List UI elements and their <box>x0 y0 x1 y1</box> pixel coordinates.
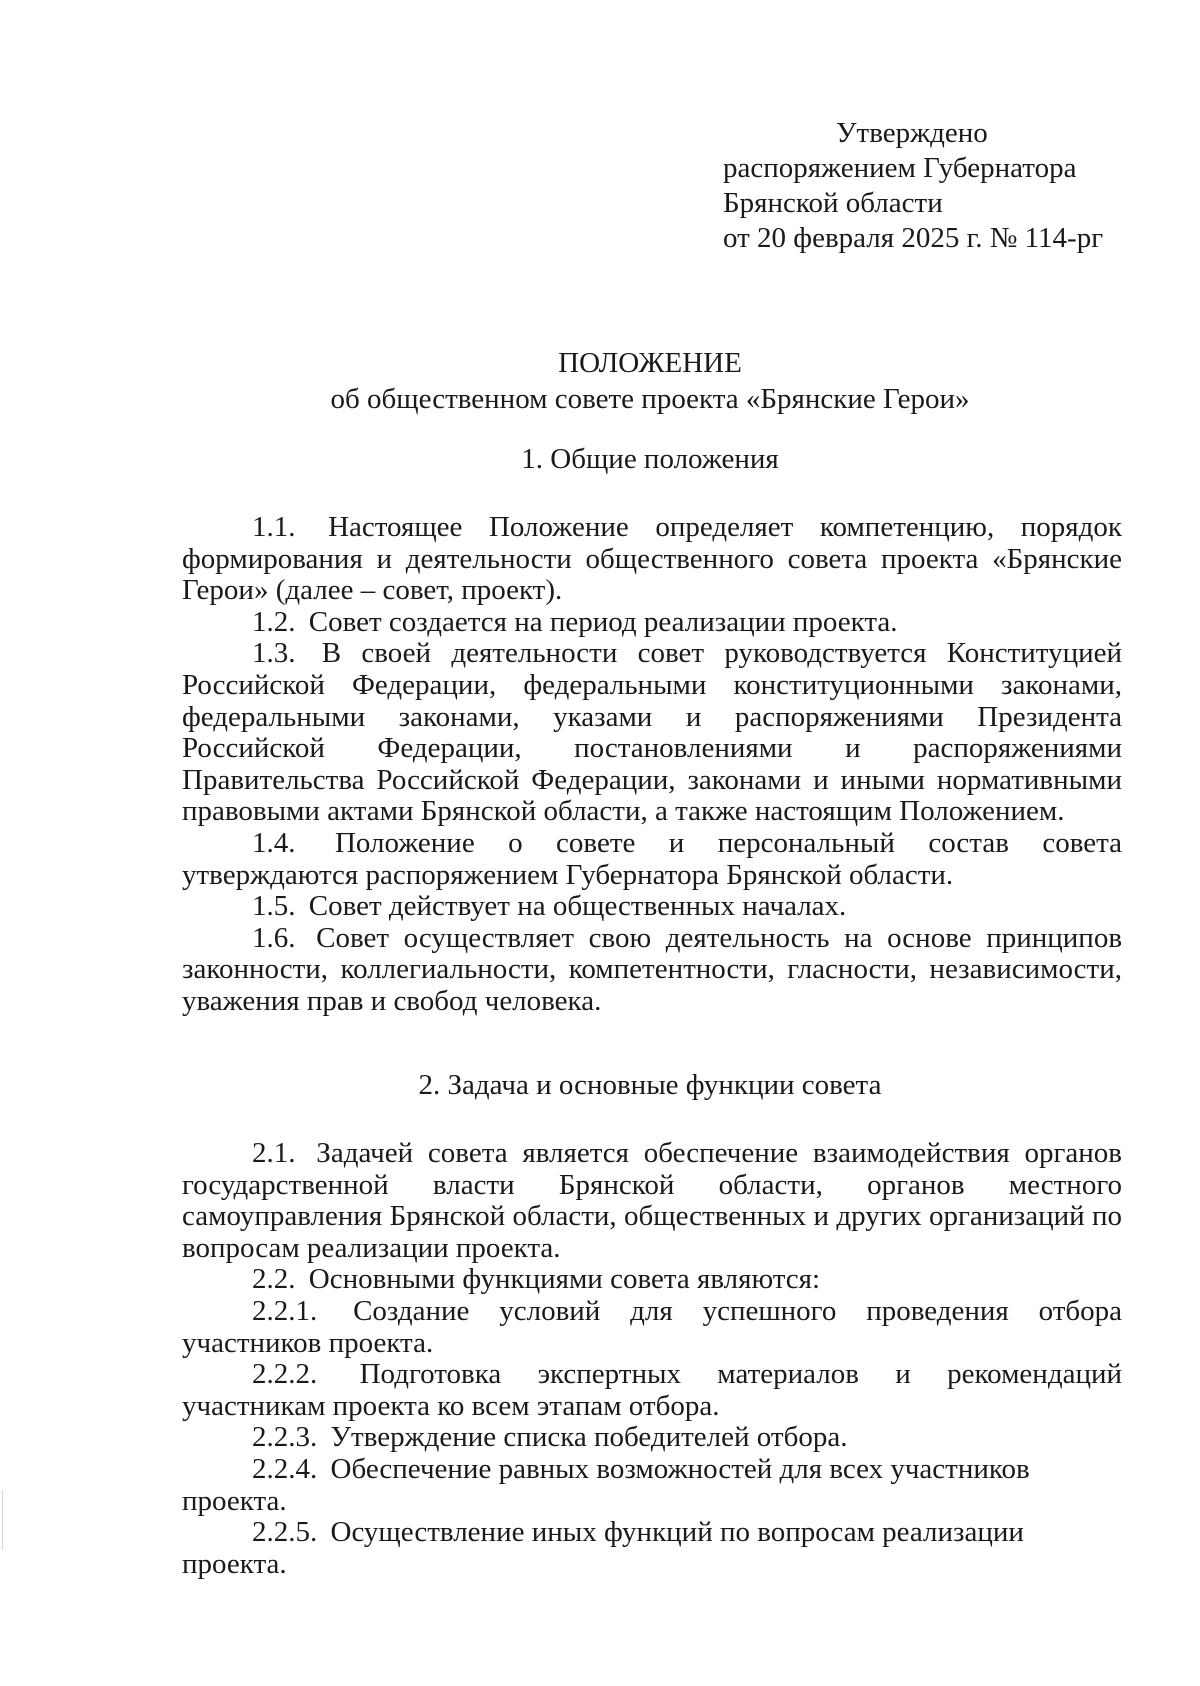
clause-number: 2.2.4. <box>252 1452 318 1485</box>
clause-paragraph <box>182 1517 1122 1580</box>
document-title-main: ПОЛОЖЕНИЕ <box>558 347 742 379</box>
clause-paragraph <box>182 923 1122 1018</box>
clause-paragraph <box>182 891 1122 923</box>
clause-number: 2.2. <box>252 1263 296 1296</box>
clause-number: 1.1. <box>252 511 296 543</box>
clause-paragraph <box>182 512 1122 607</box>
clause-number: 2.2.2. <box>252 1358 318 1391</box>
clause-number: 1.2. <box>252 605 296 638</box>
approval-line: Утверждено <box>836 117 988 149</box>
clause-number: 1.6. <box>252 921 296 954</box>
section-heading-general: 1. Общие положения <box>521 443 779 475</box>
approval-line: от 20 февраля 2025 г. № 114-рг <box>723 222 1104 254</box>
clause-text: Задачей совета является обеспечение взаимодействия органов государственной власти Брянской области, органов местного самоуправления Брянской области, общественных и других организаций по вопросам реализации проекта. <box>182 1137 1122 1264</box>
clause-text: Совет создается на период реализации проекта. <box>308 605 898 638</box>
clause-text: Положение о совете и персональный состав совета утверждаются распоряжением Губернатора Брянской области. <box>182 826 1122 891</box>
scan-margin-mark <box>2 1490 3 1550</box>
clause-number: 2.2.1. <box>252 1294 318 1327</box>
clause-text: В своей деятельности совет руководствуется Конституцией Российской Федерации, федеральными конституционными законами, федеральными законами, указами и распоряжениями Президента Российской Федерации, постановлениями и распоряжениями Правительства Российской Федерации, законами и иными нормативными правовыми актами Брянской области, а также настоящим Положением. <box>182 637 1123 828</box>
approval-line: распоряжением Губернатора <box>723 152 1077 184</box>
clause-text: Осуществление иных функций по вопросам реализации проекта. <box>182 1516 1024 1580</box>
clause-text: Совет действует на общественных началах. <box>308 890 847 923</box>
document-subtitle: об общественном совете проекта «Брянские Герои» <box>330 383 970 415</box>
clause-number: 2.2.5. <box>252 1516 318 1549</box>
approval-line: Брянской области <box>723 187 943 219</box>
clause-text: Совет осуществляет свою деятельность на основе принципов законности, коллегиальности, компетентности, гласности, независимости, уважения прав и свобод человека. <box>182 921 1123 1017</box>
clause-text: Подготовка экспертных материалов и рекомендаций участникам проекта ко всем этапам отбора. <box>182 1358 1122 1422</box>
clause-paragraph <box>182 1359 1122 1422</box>
clause-paragraph <box>182 1296 1122 1359</box>
approval-stamp-block <box>723 116 1143 256</box>
clause-number: 1.3. <box>252 637 296 670</box>
clause-paragraph <box>182 1454 1122 1517</box>
section-heading-functions: 2. Задача и основные функции совета <box>418 1069 882 1101</box>
clause-text: Настоящее Положение определяет компетенцию, порядок формирования и деятельности общественного совета проекта «Брянские Герои» (далее – совет, проект). <box>182 511 1122 607</box>
clause-number: 2.2.3. <box>252 1421 318 1454</box>
clause-paragraph <box>182 828 1122 891</box>
clause-paragraph <box>182 1138 1122 1264</box>
clause-text: Обеспечение равных возможностей для всех участников проекта. <box>182 1452 1030 1517</box>
clause-paragraph <box>182 607 1122 639</box>
clause-number: 2.1. <box>252 1137 296 1169</box>
clause-text: Утверждение списка победителей отбора. <box>330 1421 848 1454</box>
clause-text: Создание условий для успешного проведения отбора участников проекта. <box>182 1294 1122 1359</box>
clause-paragraph <box>182 1422 1122 1454</box>
clause-text: Основными функциями совета являются: <box>308 1263 821 1296</box>
clause-paragraph <box>182 1264 1122 1296</box>
clause-number: 1.4. <box>252 826 296 859</box>
clause-paragraph <box>182 638 1122 828</box>
clause-number: 1.5. <box>252 890 296 923</box>
document-title <box>0 345 1200 417</box>
section-body-general <box>182 512 1122 1018</box>
section-body-functions <box>182 1138 1122 1580</box>
